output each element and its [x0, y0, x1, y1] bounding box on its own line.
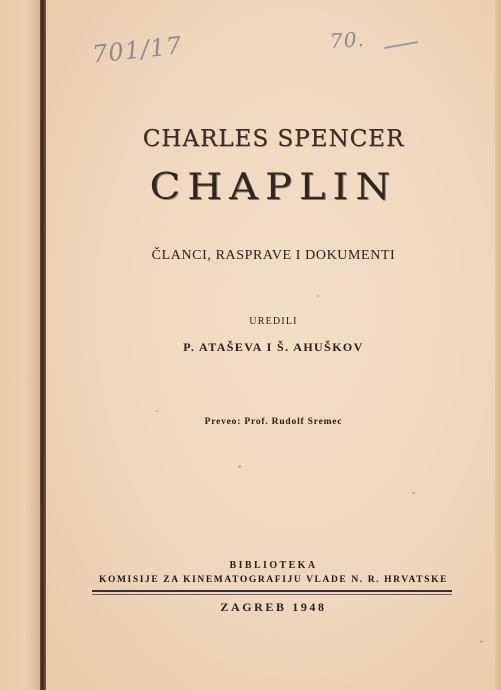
handwritten-price-note: 70. [329, 26, 366, 54]
publisher: KOMISIJE ZA KINEMATOGRAFIJU VLADE N. R. HRVATSKE [98, 575, 449, 585]
left-page-edge [0, 0, 40, 690]
edited-by-label: UREDILI [249, 316, 298, 327]
handwritten-catalog-number: 701/17 [90, 31, 184, 69]
subtitle: ČLANCI, RASPRAVE I DOKUMENTI [151, 248, 396, 263]
paper-speck [317, 295, 319, 297]
editors: P. ATAŠEVA I Š. AHUŠKOV [183, 340, 364, 354]
publisher-rule-thin [92, 594, 452, 595]
paper-speck [412, 492, 415, 494]
publisher-rule [92, 590, 452, 592]
series-label: BIBLIOTEKA [229, 560, 318, 571]
paper-speck [480, 640, 483, 643]
author-name: CHARLES SPENCER [142, 126, 405, 152]
city-year: ZAGREB 1948 [220, 600, 327, 614]
main-title: CHAPLIN [149, 165, 398, 209]
translator-credit: Preveo: Prof. Rudolf Sremec [204, 417, 343, 427]
paper-speck [156, 410, 158, 412]
paper-speck [238, 465, 241, 468]
